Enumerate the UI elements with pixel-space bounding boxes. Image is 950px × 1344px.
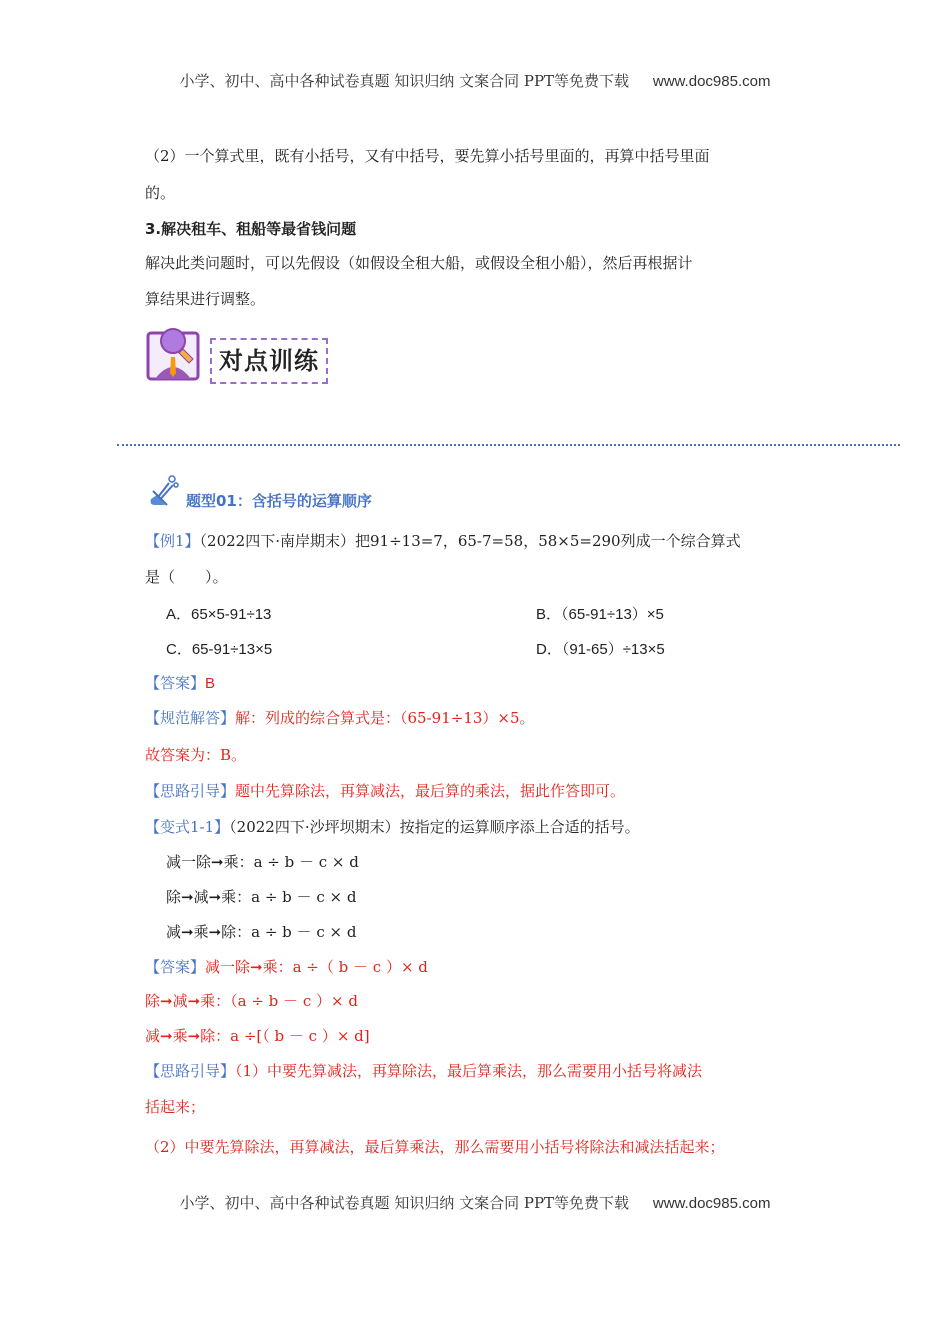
section-divider bbox=[117, 444, 900, 446]
option-a: A．65×5-91÷13 bbox=[166, 606, 272, 623]
variant-stem: （2022四下·沙坪坝期末）按指定的运算顺序添上合适的括号。 bbox=[229, 818, 640, 836]
section-title: 题型01：含括号的运算顺序 bbox=[186, 492, 372, 510]
variant-hint-tag: 【思路引导】 bbox=[145, 1062, 236, 1080]
variant-item-3: 减➞乘➞除：a ÷ b － c × d bbox=[166, 923, 357, 941]
solution-text: 解：列成的综合算式是：（65-91÷13）×5。 bbox=[235, 709, 535, 727]
variant-answer-tag: 【答案】 bbox=[145, 958, 206, 976]
header-text: 小学、初中、高中各种试卷真题 知识归纳 文案合同 PPT等免费下载 bbox=[179, 72, 630, 90]
hint-text: 题中先算除法，再算减法，最后算的乘法，据此作答即可。 bbox=[235, 782, 626, 800]
variant-item-2: 除➞减➞乘：a ÷ b － c × d bbox=[166, 888, 357, 906]
variant-answer-2: 除➞减➞乘：（a ÷ b － c ）× d bbox=[145, 992, 358, 1010]
option-d: D．（91-65）÷13×5 bbox=[536, 641, 665, 658]
intro-para-1: 解决此类问题时，可以先假设（如假设全租大船，或假设全租小船），然后再根据计 bbox=[145, 254, 693, 272]
variant-item-1: 减一除➞乘：a ÷ b － c × d bbox=[166, 853, 359, 871]
example-1-conclusion: 故答案为：B。 bbox=[145, 746, 247, 764]
example-1-solution bbox=[145, 708, 535, 728]
variant-tag: 【变式1-1】 bbox=[145, 818, 230, 836]
teacher-avatar-icon bbox=[145, 325, 201, 381]
header-site-link[interactable]: www.doc985.com bbox=[652, 73, 771, 90]
variant-answer-1 bbox=[145, 957, 428, 977]
page-footer bbox=[0, 1192, 950, 1213]
example-1-stem-1: （2022四下·南岸期末）把91÷13=7，65-7=58，58×5=290列成一个综合算式 bbox=[199, 532, 741, 550]
answer-value: B bbox=[205, 675, 216, 692]
example-1-stem-line-1 bbox=[145, 531, 741, 551]
variant-hint-2: 括起来； bbox=[145, 1098, 206, 1116]
example-1-hint bbox=[145, 781, 625, 801]
page-header bbox=[0, 70, 950, 91]
variant-answer-3: 减➞乘➞除：a ÷[（ b － c ）× d] bbox=[145, 1027, 370, 1045]
intro-line-1: （2）一个算式里，既有小括号，又有中括号，要先算小括号里面的，再算中括号里面 bbox=[145, 147, 710, 165]
variant-answer-1-text: 减一除➞乘：a ÷（ b － c ）× d bbox=[205, 958, 428, 976]
answer-tag: 【答案】 bbox=[145, 674, 206, 692]
badge-label: 对点训练 bbox=[210, 338, 328, 384]
hint-tag: 【思路引导】 bbox=[145, 782, 236, 800]
heading-3: 3.解决租车、租船等最省钱问题 bbox=[145, 220, 357, 238]
solution-tag: 【规范解答】 bbox=[145, 709, 236, 727]
option-b: B．（65-91÷13）×5 bbox=[536, 606, 664, 623]
variant-hint-1-text: （1）中要先算减法，再算除法，最后算乘法，那么需要用小括号将减法 bbox=[235, 1062, 703, 1080]
example-1-tag: 【例1】 bbox=[145, 532, 200, 550]
footer-text: 小学、初中、高中各种试卷真题 知识归纳 文案合同 PPT等免费下载 bbox=[179, 1194, 630, 1212]
intro-para-2: 算结果进行调整。 bbox=[145, 290, 266, 308]
option-c: C．65-91÷13×5 bbox=[166, 641, 273, 658]
variant-hint-1 bbox=[145, 1061, 702, 1081]
footer-site-link[interactable]: www.doc985.com bbox=[652, 1195, 771, 1212]
example-1-answer bbox=[145, 673, 215, 694]
intro-line-2: 的。 bbox=[145, 184, 176, 202]
flask-icon bbox=[145, 473, 179, 507]
variant-hint-3: （2）中要先算除法，再算减法，最后算乘法，那么需要用小括号将除法和减法括起来； bbox=[145, 1138, 725, 1156]
example-1-stem-2: 是（ ）。 bbox=[145, 568, 228, 586]
variant-1-1-stem bbox=[145, 817, 640, 837]
